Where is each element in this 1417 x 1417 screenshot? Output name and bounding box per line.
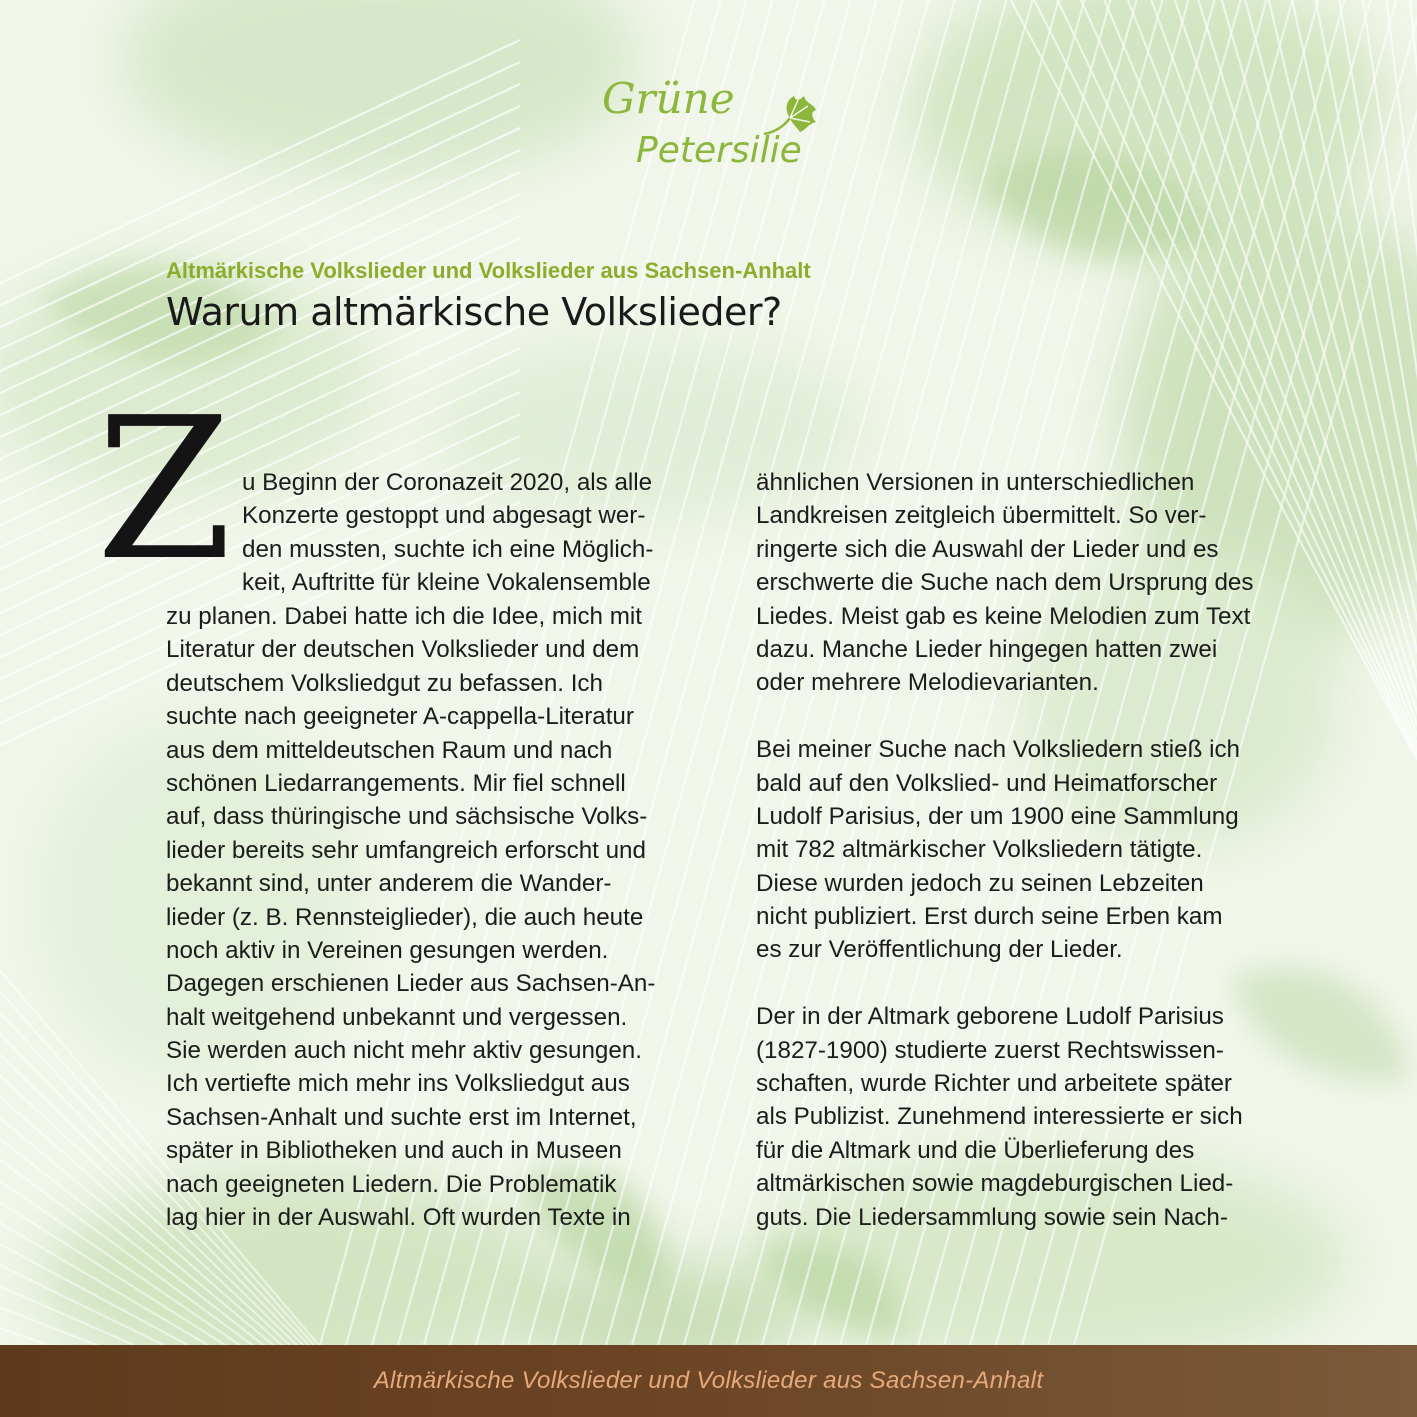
text-line: den mussten, suchte ich eine Möglich-	[242, 535, 654, 563]
text-line: Ich vertiefte mich mehr ins Volksliedgut aus	[166, 1070, 630, 1098]
text-line: Dagegen erschienen Lieder aus Sachsen-An-	[166, 970, 656, 998]
text-line: u Beginn der Coronazeit 2020, als alle	[242, 469, 653, 496]
text-line: Sachsen-Anhalt und suchte erst im Internet,	[166, 1103, 637, 1131]
footer-bar	[0, 1345, 1417, 1417]
text-line: Landkreisen zeitgleich übermittelt. So ver-	[756, 502, 1207, 530]
text-line: deutschem Volksliedgut zu befassen. Ich	[166, 669, 603, 697]
text-line: lag hier in der Auswahl. Oft wurden Texte in	[166, 1204, 631, 1232]
text-line: dazu. Manche Lieder hingegen hatten zwei	[756, 635, 1218, 663]
text-line: Literatur der deutschen Volkslieder und dem	[166, 636, 640, 664]
logo	[592, 72, 832, 184]
text-line: erschwerte die Suche nach dem Ursprung des	[756, 569, 1254, 597]
text-line: für die Altmark und die Überlieferung des	[756, 1136, 1195, 1164]
text-line: Sie werden auch nicht mehr aktiv gesungen.	[166, 1037, 642, 1065]
text-line: später in Bibliotheken und auch in Museen	[166, 1137, 622, 1165]
text-line: lieder (z. B. Rennsteiglieder), die auch heute	[166, 903, 644, 931]
text-line: Liedes. Meist gab es keine Melodien zum Text	[756, 602, 1251, 630]
text-line: Ludolf Parisius, der um 1900 eine Sammlung	[756, 802, 1239, 830]
text-line: nicht publiziert. Erst durch seine Erben kam	[756, 903, 1223, 931]
text-line: noch aktiv in Vereinen gesungen werden.	[166, 936, 609, 964]
text-line: (1827-1900) studierte zuerst Rechtswissen-	[756, 1036, 1224, 1064]
text-line: Der in der Altmark geborene Ludolf Parisius	[756, 1003, 1224, 1031]
text-line: bald auf den Volkslied- und Heimatforscher	[756, 769, 1218, 797]
text-line: es zur Veröffentlichung der Lieder.	[756, 936, 1123, 964]
text-line: schaften, wurde Richter und arbeitete später	[756, 1070, 1232, 1098]
text-line: auf, dass thüringische und sächsische Volks-	[166, 803, 648, 831]
text-line: halt weitgehend unbekannt und vergessen.	[166, 1003, 628, 1031]
text-line: oder mehrere Melodievarianten.	[756, 669, 1099, 697]
text-line: aus dem mitteldeutschen Raum und nach	[166, 736, 613, 764]
text-line: als Publizist. Zunehmend interessierte er sich	[756, 1103, 1243, 1131]
footer-text: Altmärkische Volkslieder und Volkslieder aus Sachsen-Anhalt	[373, 1367, 1044, 1394]
text-line: guts. Die Liedersammlung sowie sein Nach-	[756, 1203, 1228, 1231]
text-line	[756, 700, 1253, 733]
text-line: ähnlichen Versionen in unterschiedlichen	[756, 469, 1195, 496]
left-column	[166, 600, 655, 1234]
drop-cap: Z	[96, 376, 233, 604]
text-line	[756, 967, 1253, 1000]
text-line: bekannt sind, unter anderem die Wander-	[166, 870, 612, 898]
text-line: altmärkischen sowie magdeburgischen Lied-	[756, 1170, 1234, 1198]
text-line: lieder bereits sehr umfangreich erforscht und	[166, 836, 646, 864]
logo-line-2: Petersilie	[636, 130, 802, 171]
text-line: keit, Auftritte für kleine Vokalensemble	[242, 569, 651, 597]
text-line: zu planen. Dabei hatte ich die Idee, mich mit	[166, 603, 642, 630]
text-line: mit 782 altmärkischer Volksliedern tätigte.	[756, 836, 1203, 864]
page-title: Warum altmärkische Volkslieder?	[166, 290, 782, 334]
left-column-indented	[242, 466, 653, 600]
text-line: nach geeigneten Liedern. Die Problematik	[166, 1170, 617, 1198]
section-subtitle: Altmärkische Volkslieder und Volkslieder aus Sachsen-Anhalt	[166, 258, 811, 283]
text-line: Konzerte gestoppt und abgesagt wer-	[242, 502, 646, 530]
right-column	[756, 466, 1253, 1234]
text-line: schönen Liedarrangements. Mir fiel schnell	[166, 769, 626, 797]
logo-line-1: Grüne	[602, 74, 735, 123]
text-line: ringerte sich die Auswahl der Lieder und es	[756, 535, 1219, 563]
text-line: Bei meiner Suche nach Volksliedern stieß ich	[756, 736, 1240, 764]
text-line: Diese wurden jedoch zu seinen Lebzeiten	[756, 869, 1204, 897]
text-line: suchte nach geeigneter A-cappella-Literatur	[166, 703, 634, 731]
